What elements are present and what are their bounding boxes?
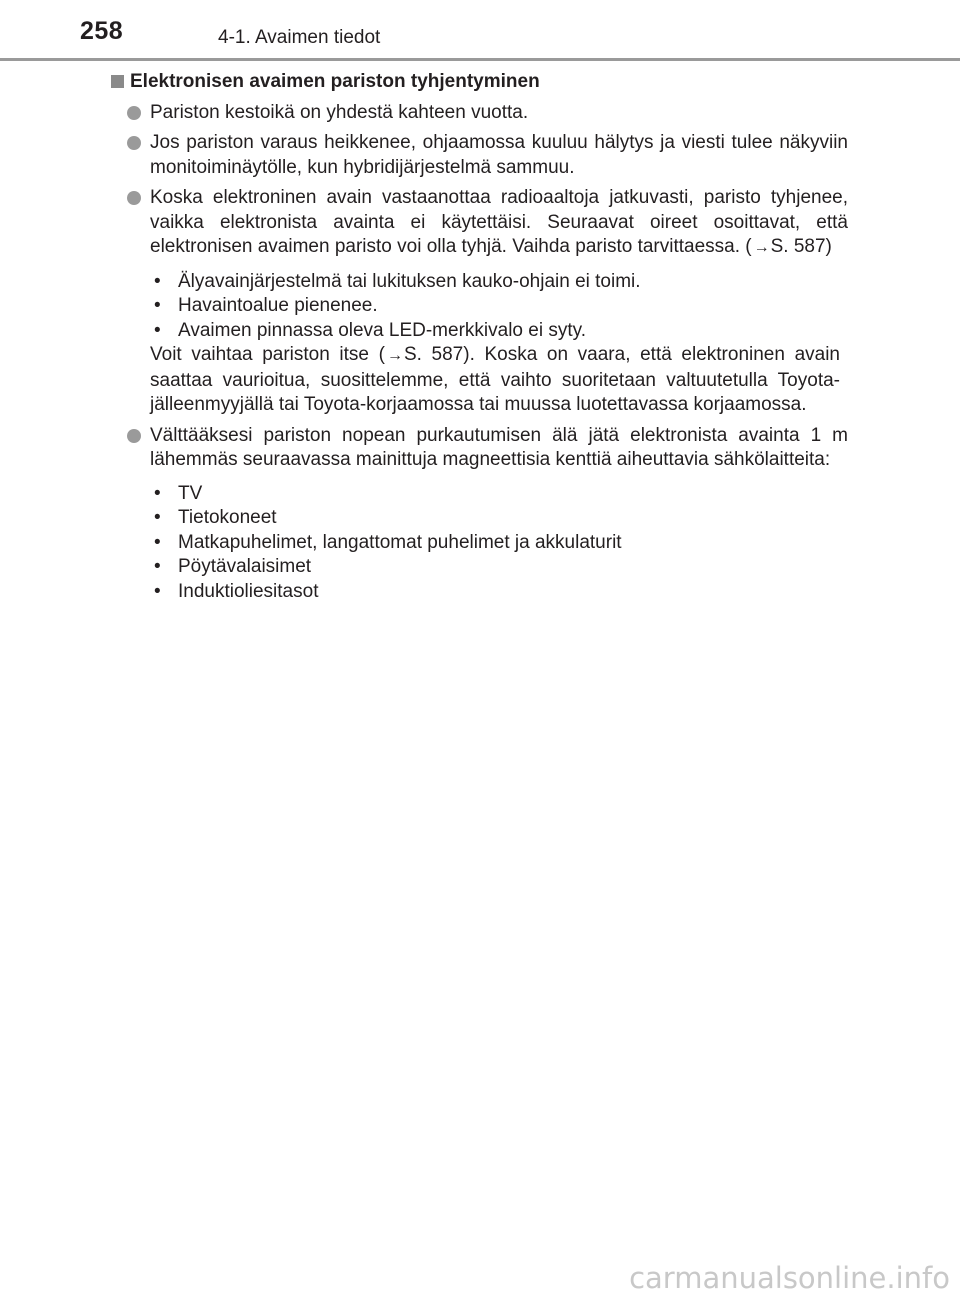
section-title: 4-1. Avaimen tiedot [218, 27, 381, 48]
list-item [111, 131, 848, 180]
page-number: 258 [80, 17, 124, 45]
list-item [111, 424, 848, 605]
bullet-text: Pariston kestoikä on yhdestä kahteen vuotta. [150, 101, 529, 123]
circle-bullet-icon [127, 191, 141, 205]
list-item: • Induktioliesitasot [150, 580, 848, 605]
page-header [0, 0, 960, 62]
list-item: • Älyavainjärjestelmä tai lukituksen kauko-ohjain ei toimi. [150, 270, 848, 295]
watermark: carmanualsonline.info [629, 1261, 950, 1295]
bullet-text: Koska elektroninen avain vastaanottaa radioaaltoja jatkuvasti, paristo tyhjenee, vaikka elektronista avainta ei käytettäisi. Seuraavat oireet osoittavat, että elektronisen avaimen paristo voi olla tyhjä. Vaihda paristo tarvittaessa. ( [150, 187, 848, 257]
page-content [111, 70, 848, 604]
list-item: • TV [150, 482, 848, 507]
bullet-body [150, 186, 848, 418]
dot-icon: • [154, 319, 161, 341]
list-item: • Pöytävalaisimet [150, 555, 848, 580]
arrow-right-icon: → [386, 347, 403, 364]
circle-bullet-icon [127, 106, 141, 120]
dot-icon: • [154, 270, 161, 292]
dot-icon: • [154, 580, 161, 602]
square-marker-icon [111, 75, 124, 88]
section-heading [111, 70, 848, 95]
bullet-text: Jos pariston varaus heikkenee, ohjaamossa kuuluu hälytys ja viesti tulee näkyviin monitoiminäytölle, kun hybridijärjestelmä sammuu. [150, 132, 848, 178]
header-divider [0, 58, 960, 61]
list-item [111, 101, 848, 126]
dot-icon: • [154, 531, 161, 553]
list-item [111, 186, 848, 418]
symptom-list [150, 270, 848, 344]
bullet-text: Välttääksesi pariston nopean purkautumisen älä jätä elektronista avainta 1 m lähemmäs seuraavassa mainittuja magneettisia kenttiä aiheuttavia sähkölaitteita: [150, 424, 848, 470]
circle-bullet-icon [127, 136, 141, 150]
page-reference[interactable]: S. 587) [770, 236, 832, 257]
list-item: • Avaimen pinnassa oleva LED-merkkivalo ei syty. [150, 319, 848, 344]
replacement-note: Voit vaihtaa pariston itse ( →S. 587). Koska on vaara, että elektroninen avain saattaa vaurioitua, suosittelemme, että vaihto suoritetaan valtuutetulla Toyota-jälleenmyyjällä tai Toyota-korjaamossa tai muussa luotettavassa korjaamossa. [150, 344, 840, 415]
dot-icon: • [154, 482, 161, 504]
heading-text: Elektronisen avaimen pariston tyhjentyminen [130, 71, 540, 92]
device-list [150, 482, 848, 605]
list-item: • Tietokoneet [150, 506, 848, 531]
list-item: • Havaintoalue pienenee. [150, 294, 848, 319]
list-item: • Matkapuhelimet, langattomat puhelimet ja akkulaturit [150, 531, 848, 556]
arrow-right-icon: → [753, 239, 770, 256]
dot-icon: • [154, 295, 161, 316]
dot-icon: • [154, 556, 161, 577]
bullet-body [150, 424, 848, 605]
circle-bullet-icon [127, 429, 141, 443]
dot-icon: • [154, 507, 161, 528]
